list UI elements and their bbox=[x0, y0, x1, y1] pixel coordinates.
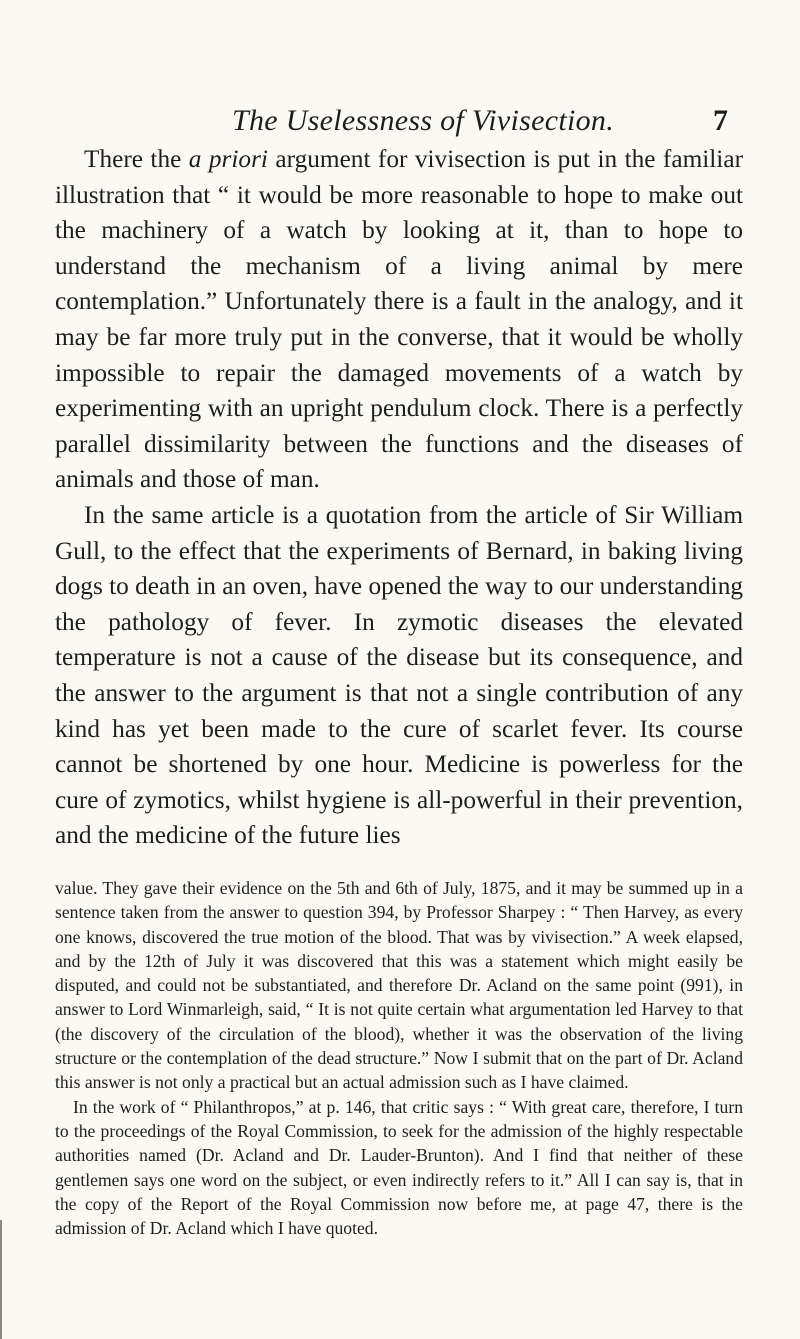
footnote-text bbox=[55, 876, 743, 1240]
footnote-paragraph: value. They gave their evidence on the 5th and 6th of July, 1875, and it may be summed up in a sentence taken from the answer to question 394, by Professor Sharpey : “ Then Harvey, as every one knows, discovered the true motion of the blood. That was by vivisection.” A week elapsed, and by the 12th of July it was discovered that this was a statement which might easily be disputed, and could not be substantiated, and therefore Dr. Acland on the same point (991), in answer to Lord Winmarleigh, said, “ It is not quite certain what argumentation led Harvey to that (the discovery of the circulation of the blood), whether it was the observation of the living structure or the contemplation of the dead structure.” Now I submit that on the part of Dr. Acland this answer is not only a practical but an actual admission such as I have claimed. bbox=[55, 878, 743, 1093]
paragraph-a-priori bbox=[55, 142, 743, 498]
page-header bbox=[232, 102, 728, 140]
footnote-paragraph: In the work of “ Philanthropos,” at p. 146, that critic says : “ With great care, therefore, I turn to the proceedings of the Royal Commission, to seek for the admission of the highly respectable authorities named (Dr. Acland and Dr. Lauder-Brunton). And I find that neither of these gentlemen says one word on the subject, or even indirectly refers to it.” All I can say is, that in the copy of the Report of the Royal Commission now before me, at page 47, there is the admission of Dr. Acland which I have quoted. bbox=[55, 1096, 743, 1239]
main-text bbox=[55, 142, 743, 854]
page-edge-line bbox=[0, 1220, 2, 1339]
paragraph-text: There the bbox=[84, 145, 189, 173]
italic-phrase: a priori bbox=[188, 145, 268, 173]
page-number: 7 bbox=[713, 104, 728, 137]
paragraph-gull: In the same article is a quotation from the article of Sir William Gull, to the effect that the experiments of Bernard, in baking living dogs to death in an oven, have opened the way to our understanding the pathology of fever. In zymotic diseases the elevated temperature is not a cause of the disease but its consequence, and the answer to the argument is that not a single contribution of any kind has yet been made to the cure of scarlet fever. Its course cannot be shortened by one hour. Medicine is powerless for the cure of zymotics, whilst hygiene is all-powerful in their prevention, and the medicine of the future lies bbox=[55, 500, 743, 850]
paragraph-text: argument for vivisection is put in the familiar illustration that “ it would be more reasonable to hope to make out the machinery of a watch by looking at it, than to hope to understand the mechanism of a living animal by mere contemplation.” Unfortunately there is a fault in the analogy, and it may be far more truly put in the converse, that it would be wholly impossible to repair the damaged movements of a watch by experimenting with an upright pendulum clock. There is a perfectly parallel dissimilarity between the functions and the diseases of animals and those of man. bbox=[55, 145, 743, 494]
running-title: The Uselessness of Vivisection. bbox=[232, 104, 615, 137]
